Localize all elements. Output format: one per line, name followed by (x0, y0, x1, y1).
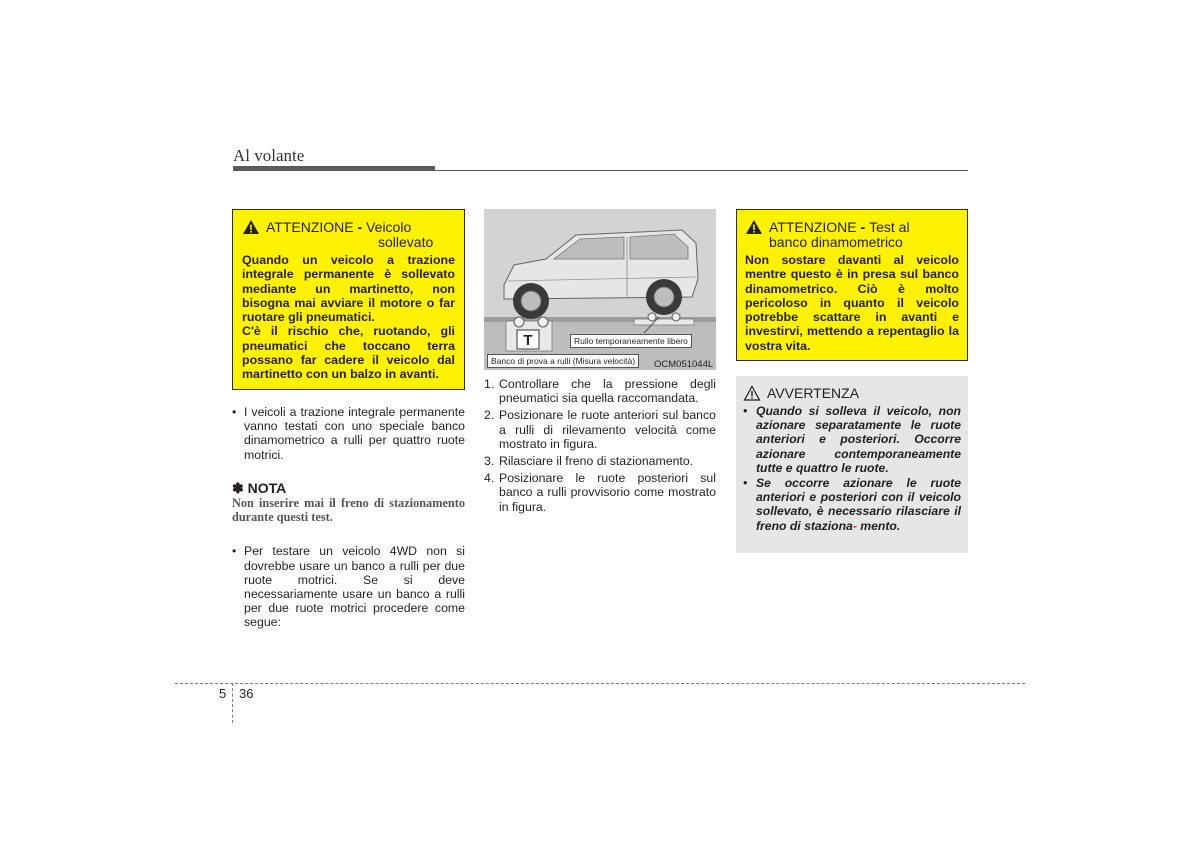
nota-body: Non inserire mai il freno di stazionamento durante questi test. (232, 496, 465, 525)
warning-triangle-icon (242, 219, 260, 235)
list-item (232, 544, 465, 629)
warning-header: ATTENZIONE - Test al banco dinamometrico (745, 220, 959, 250)
step-text: Posizionare le ruote anteriori sul banco a rulli di rilevamento velocità come mostrato in figura. (499, 408, 716, 451)
warning-subtitle-line1: Veicolo (366, 219, 412, 235)
caution-header (743, 385, 961, 401)
footer-dashed-divider (232, 683, 233, 723)
caution-body (743, 404, 961, 533)
step-item (484, 454, 716, 468)
warning-paragraph-1: Quando un veicolo a trazione integrale permanente è sollevato mediante un martinetto, non bisogna mai avviare il motore o far ruotare gli pneumatici. (242, 253, 455, 325)
warning-body: Non sostare davanti al veicolo mentre questo è in presa sul banco dinamometrico. Ciò è molto pericoloso in quanto il veicolo potrebbe scattare in avanti e investirvi, mettendo a repentaglio la vostra vita. (745, 253, 959, 353)
figure-code: OCM051044L (654, 359, 714, 370)
steps-list (484, 377, 716, 514)
page-header-title: Al volante (233, 146, 305, 165)
step-number: 4. (484, 471, 495, 486)
step-text: Controllare che la pressione degli pneumatici sia quella raccomandata. (499, 377, 716, 406)
svg-text:T: T (523, 332, 533, 349)
warning-box-vehicle-lifted (232, 209, 465, 390)
steps-column (484, 377, 716, 517)
caution-triangle-icon (743, 385, 761, 401)
step-item (484, 471, 716, 514)
bullet-dot: • (743, 476, 748, 491)
bullet-text: Per testare un veicolo 4WD non si dovrebbe usare un banco a rulli per due ruote motrici. Se si deve necessariamente usare un banco a rulli per due ruote motrici procedere come segue: (244, 544, 465, 630)
header-rule-thick (233, 166, 435, 171)
warning-subtitle-line2: banco dinamometrico (769, 234, 903, 250)
warning-title: ATTENZIONE (266, 219, 354, 235)
caution-item-text: Se occorre azionare le ruote anteriori e posteriori con il veicolo sollevato, è necessario rilasciare il freno di staziona (756, 476, 961, 533)
step-item (484, 408, 716, 451)
nota-title: ✽ NOTA (232, 479, 287, 496)
label-speed-roller: Banco di prova a rulli (Misura velocità) (487, 354, 639, 368)
list-item (232, 405, 465, 462)
caution-item-text-end: mento. (860, 518, 901, 533)
warning-subtitle-line1: Test al (869, 219, 910, 235)
left-column (232, 405, 465, 630)
step-number: 3. (484, 454, 495, 469)
step-text: Posizionare le ruote posteriori sul banco a rulli provvisorio come mostrato in figura. (499, 471, 716, 514)
hyphen-red: - (852, 518, 857, 533)
bullet-text: I veicoli a trazione integrale permanente vanno testati con uno speciale banco dinamometrico a rulli per quattro ruote motrici. (244, 405, 465, 462)
footer-dashed-line (175, 683, 1025, 684)
label-temporary-roller: Rullo temporaneamente libero (570, 334, 692, 348)
warning-title: ATTENZIONE (769, 219, 857, 235)
caution-item (743, 476, 961, 533)
page-number: 36 (239, 686, 254, 701)
chapter-number: 5 (219, 686, 227, 701)
step-text: Rilasciare il freno di stazionamento. (499, 454, 694, 469)
caution-box (736, 376, 968, 553)
step-number: 1. (484, 377, 495, 391)
header-rule-thin (435, 170, 968, 171)
step-item (484, 377, 716, 405)
bullet-dot: • (232, 544, 237, 559)
caution-item-text: Quando si solleva il veicolo, non azionare separatamente le ruote anteriori e posteriori. Occorre azionare contemporaneamente tutte e quattro le ruote. (756, 404, 961, 475)
warning-paragraph-2: C'è il rischio che, ruotando, gli pneumatici che toccano terra possano far cadere il veicolo dal martinetto con un balzo in avanti. (242, 324, 455, 382)
bullet-dot: • (743, 404, 748, 418)
caution-item (743, 404, 961, 475)
warning-header: ATTENZIONE - Veicolo sollevato (242, 220, 455, 250)
warning-subtitle-line2: sollevato (378, 234, 434, 250)
dynamometer-figure (484, 209, 716, 370)
warning-triangle-icon (745, 219, 763, 235)
warning-box-dynamometer-test (736, 209, 968, 361)
caution-title: AVVERTENZA (767, 385, 860, 401)
bullet-dot: • (232, 405, 237, 419)
step-number: 2. (484, 408, 495, 423)
